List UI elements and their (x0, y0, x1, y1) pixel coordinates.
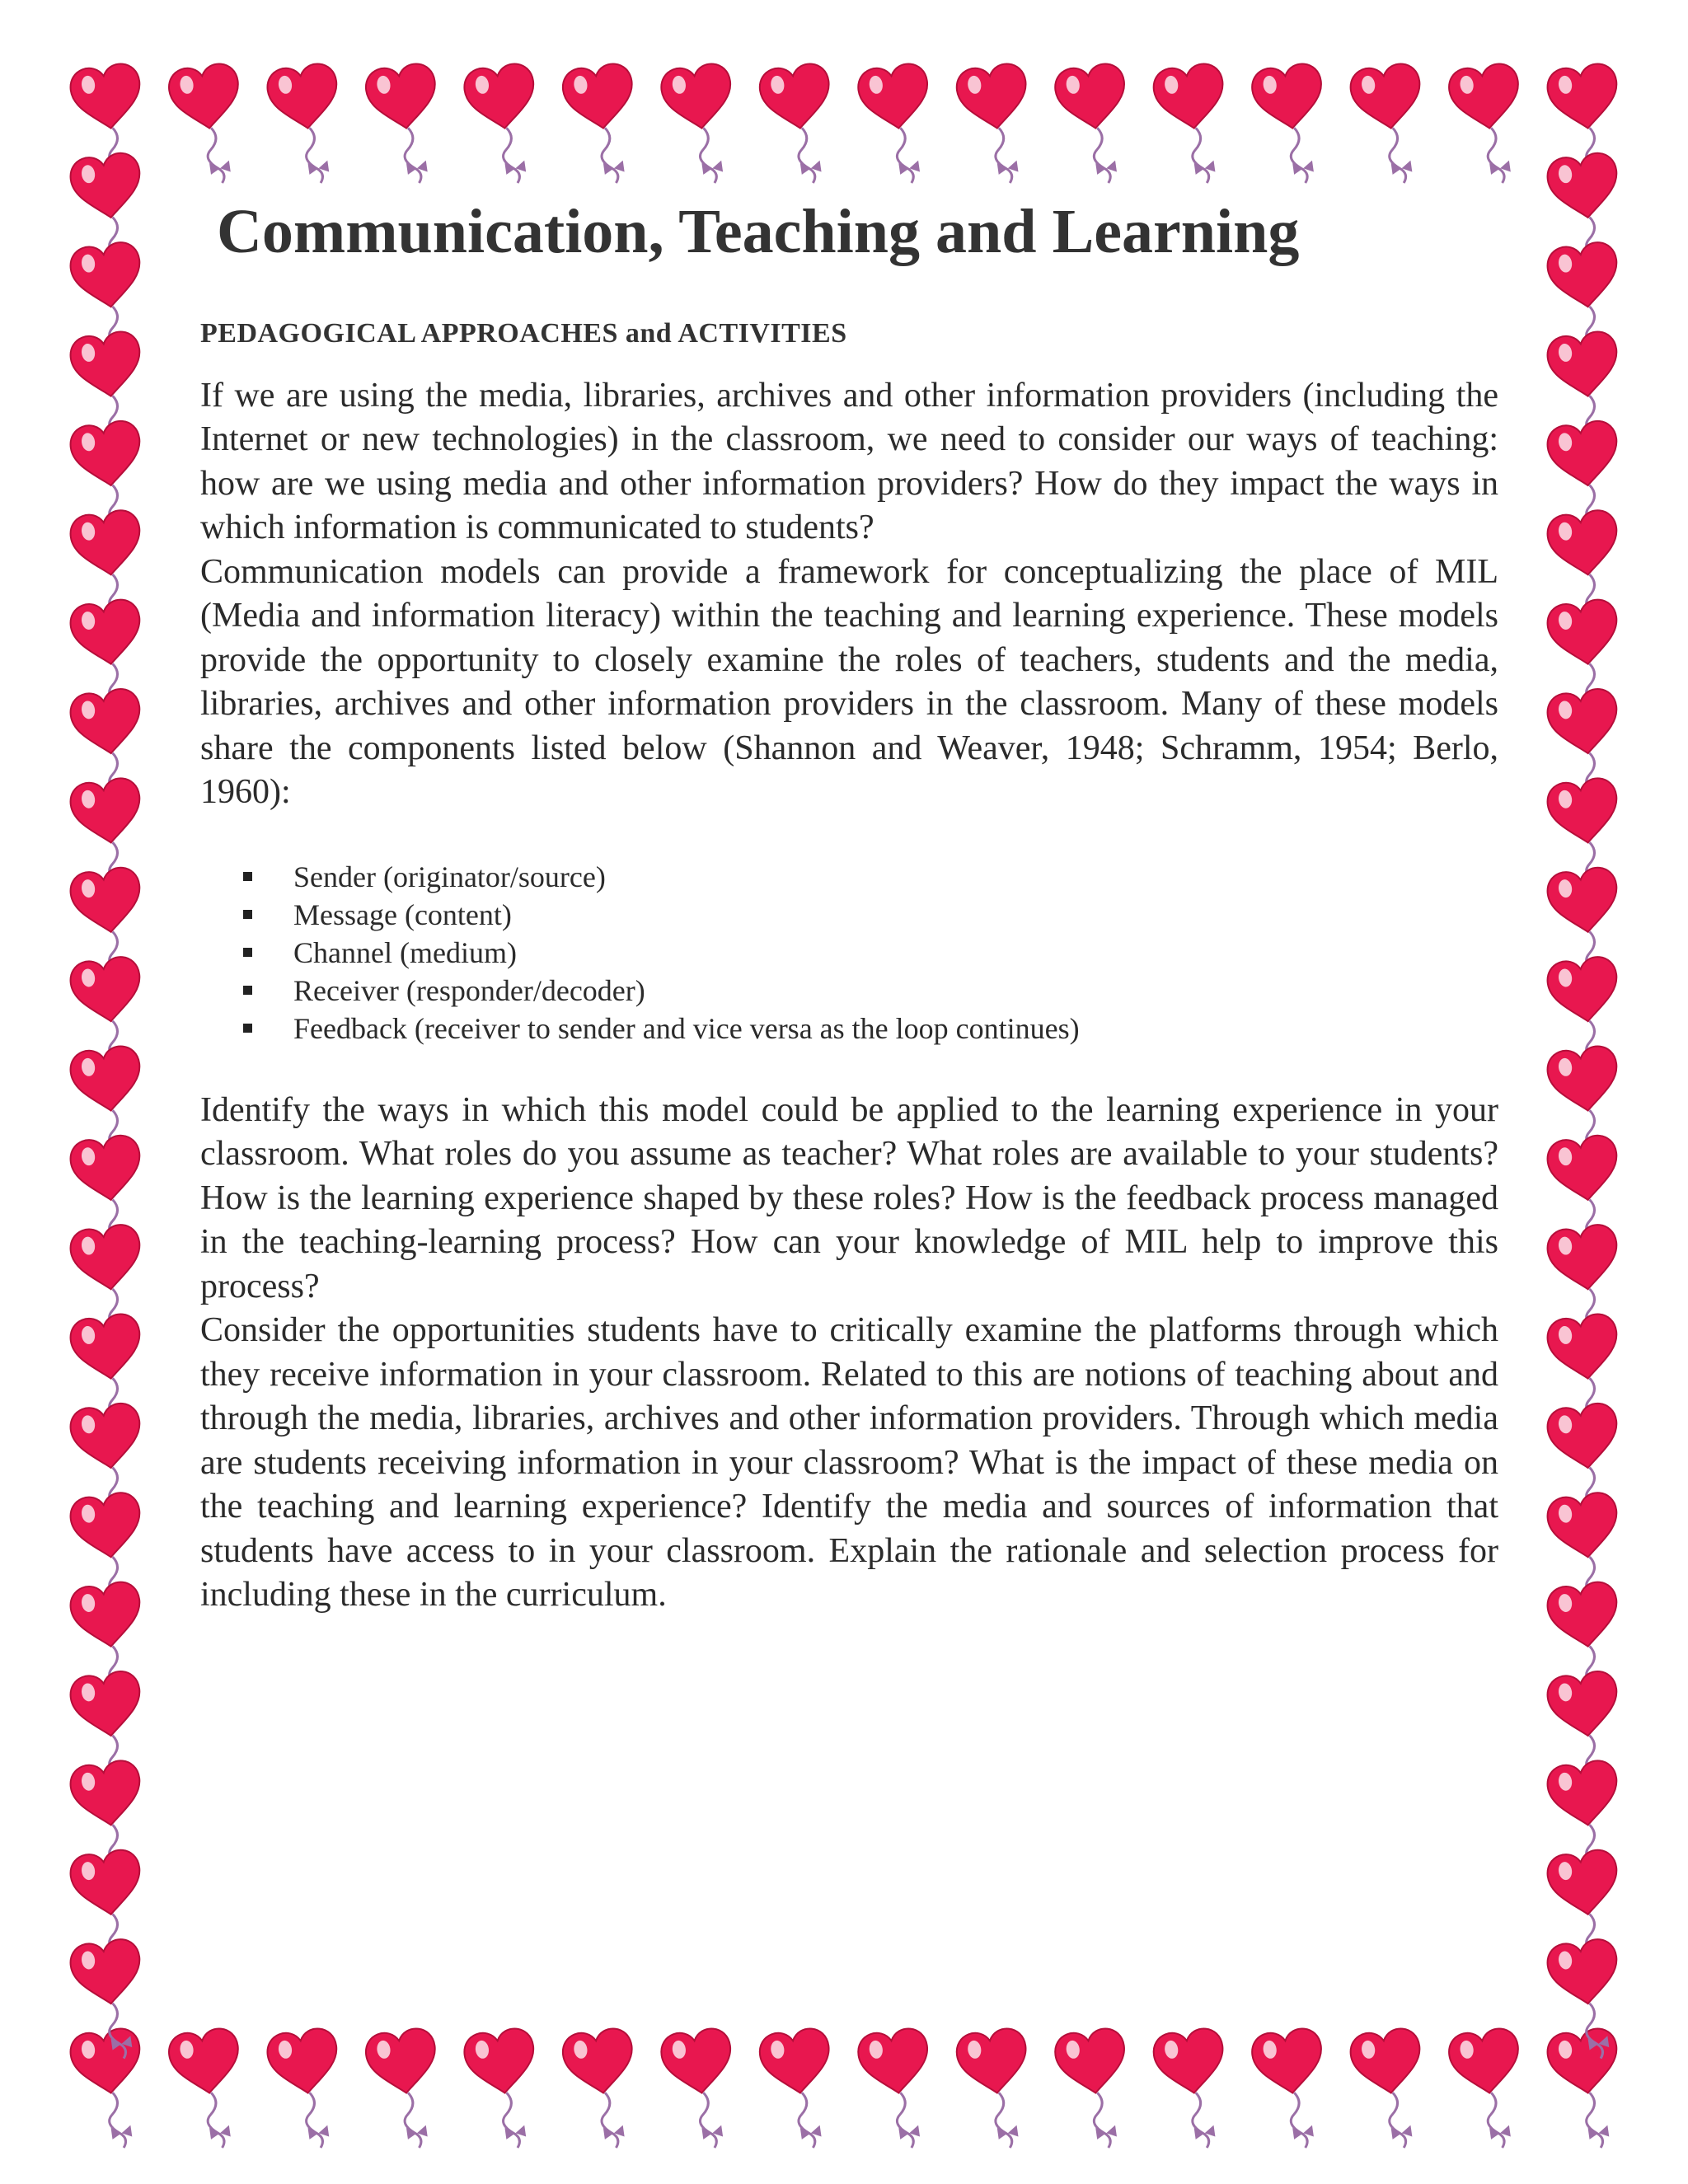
components-list (200, 858, 1498, 1047)
paragraph-consider-opportunities: Consider the opportunities students have to critically examine the platforms through which they receive information in your classroom. Related to this are notions of teaching about and through the media, libraries, archives and other information providers. Through which media are students receiving information in your classroom? What is the impact of these media on the teaching and learning experience? Identify the media and sources of information that students have access to in your classroom. Explain the rationale and selection process for including these in the curriculum. (200, 1311, 1498, 1615)
heart-balloon-icon (1545, 2027, 1630, 2154)
heart-balloon-icon (1053, 2027, 1137, 2154)
heart-balloon-icon (363, 2027, 448, 2154)
heart-balloon-icon (1053, 62, 1137, 189)
list-item-text: Receiver (responder/decoder) (293, 973, 645, 1007)
heart-balloon-icon (462, 2027, 546, 2154)
heart-balloon-icon (954, 2027, 1039, 2154)
list-item (200, 858, 1498, 896)
list-item (200, 896, 1498, 934)
section-heading: PEDAGOGICAL APPROACHES and ACTIVITIES (200, 317, 847, 349)
list-item-text: Message (content) (293, 898, 512, 931)
square-bullet-icon (243, 872, 252, 881)
heart-balloon-icon (363, 62, 448, 189)
heart-balloon-icon (1348, 2027, 1433, 2154)
heart-balloon-icon (659, 2027, 743, 2154)
heart-balloon-icon (1250, 62, 1334, 189)
page-title: Communication, Teaching and Learning (217, 197, 1300, 266)
heart-balloon-icon (1447, 2027, 1531, 2154)
square-bullet-icon (243, 948, 252, 957)
heart-balloon-icon (1348, 62, 1433, 189)
list-item (200, 972, 1498, 1010)
document-body (200, 198, 1498, 1618)
heart-balloon-icon (1151, 2027, 1236, 2154)
heart-balloon-icon (757, 2027, 842, 2154)
heart-balloon-icon (1151, 62, 1236, 189)
heart-balloon-icon (265, 2027, 349, 2154)
square-bullet-icon (243, 1024, 252, 1033)
heart-balloon-icon (462, 62, 546, 189)
paragraph-identify-ways: Identify the ways in which this model could be applied to the learning experience in your classroom. What roles do you assume as teacher? What roles are available to your students? How is the learning experience shaped by these roles? How is the feedback process managed in the teaching-learning process? How can your knowledge of MIL help to improve this process? (200, 1090, 1498, 1305)
heart-balloon-icon (856, 2027, 940, 2154)
heart-balloon-icon (68, 2027, 153, 2154)
heart-balloon-icon (166, 62, 251, 189)
heart-balloon-icon (856, 62, 940, 189)
paragraph-intro: If we are using the media, libraries, archives and other information providers (including the Internet or new technologies) in the classroom, we need to consider our ways of teaching: how are we using media and other information providers? How do they impact the ways in which information is communicated to students? (200, 376, 1498, 547)
heart-balloon-icon (1447, 62, 1531, 189)
heart-balloon-icon (659, 62, 743, 189)
list-item-text: Channel (medium) (293, 935, 517, 969)
heart-balloon-icon (954, 62, 1039, 189)
square-bullet-icon (243, 986, 252, 995)
heart-balloon-icon (1250, 2027, 1334, 2154)
heart-balloon-icon (560, 2027, 645, 2154)
paragraph-communication-models: Communication models can provide a framework for conceptualizing the place of MIL (Media and information literacy) within the teaching and learning experience. These models provide the opportunity to closely examine the roles of teachers, students and the media, libraries, archives and other information providers in the classroom. Many of these models share the components listed below (Shannon and Weaver, 1948; Schramm, 1954; Berlo, 1960): (200, 552, 1498, 812)
list-item (200, 934, 1498, 972)
square-bullet-icon (243, 910, 252, 919)
heart-balloon-icon (560, 62, 645, 189)
heart-balloon-icon (265, 62, 349, 189)
heart-balloon-icon (166, 2027, 251, 2154)
heart-balloon-icon (757, 62, 842, 189)
list-item (200, 1010, 1498, 1047)
list-item-text: Sender (originator/source) (293, 860, 606, 893)
list-item-text: Feedback (receiver to sender and vice versa as the loop continues) (293, 1011, 1080, 1045)
